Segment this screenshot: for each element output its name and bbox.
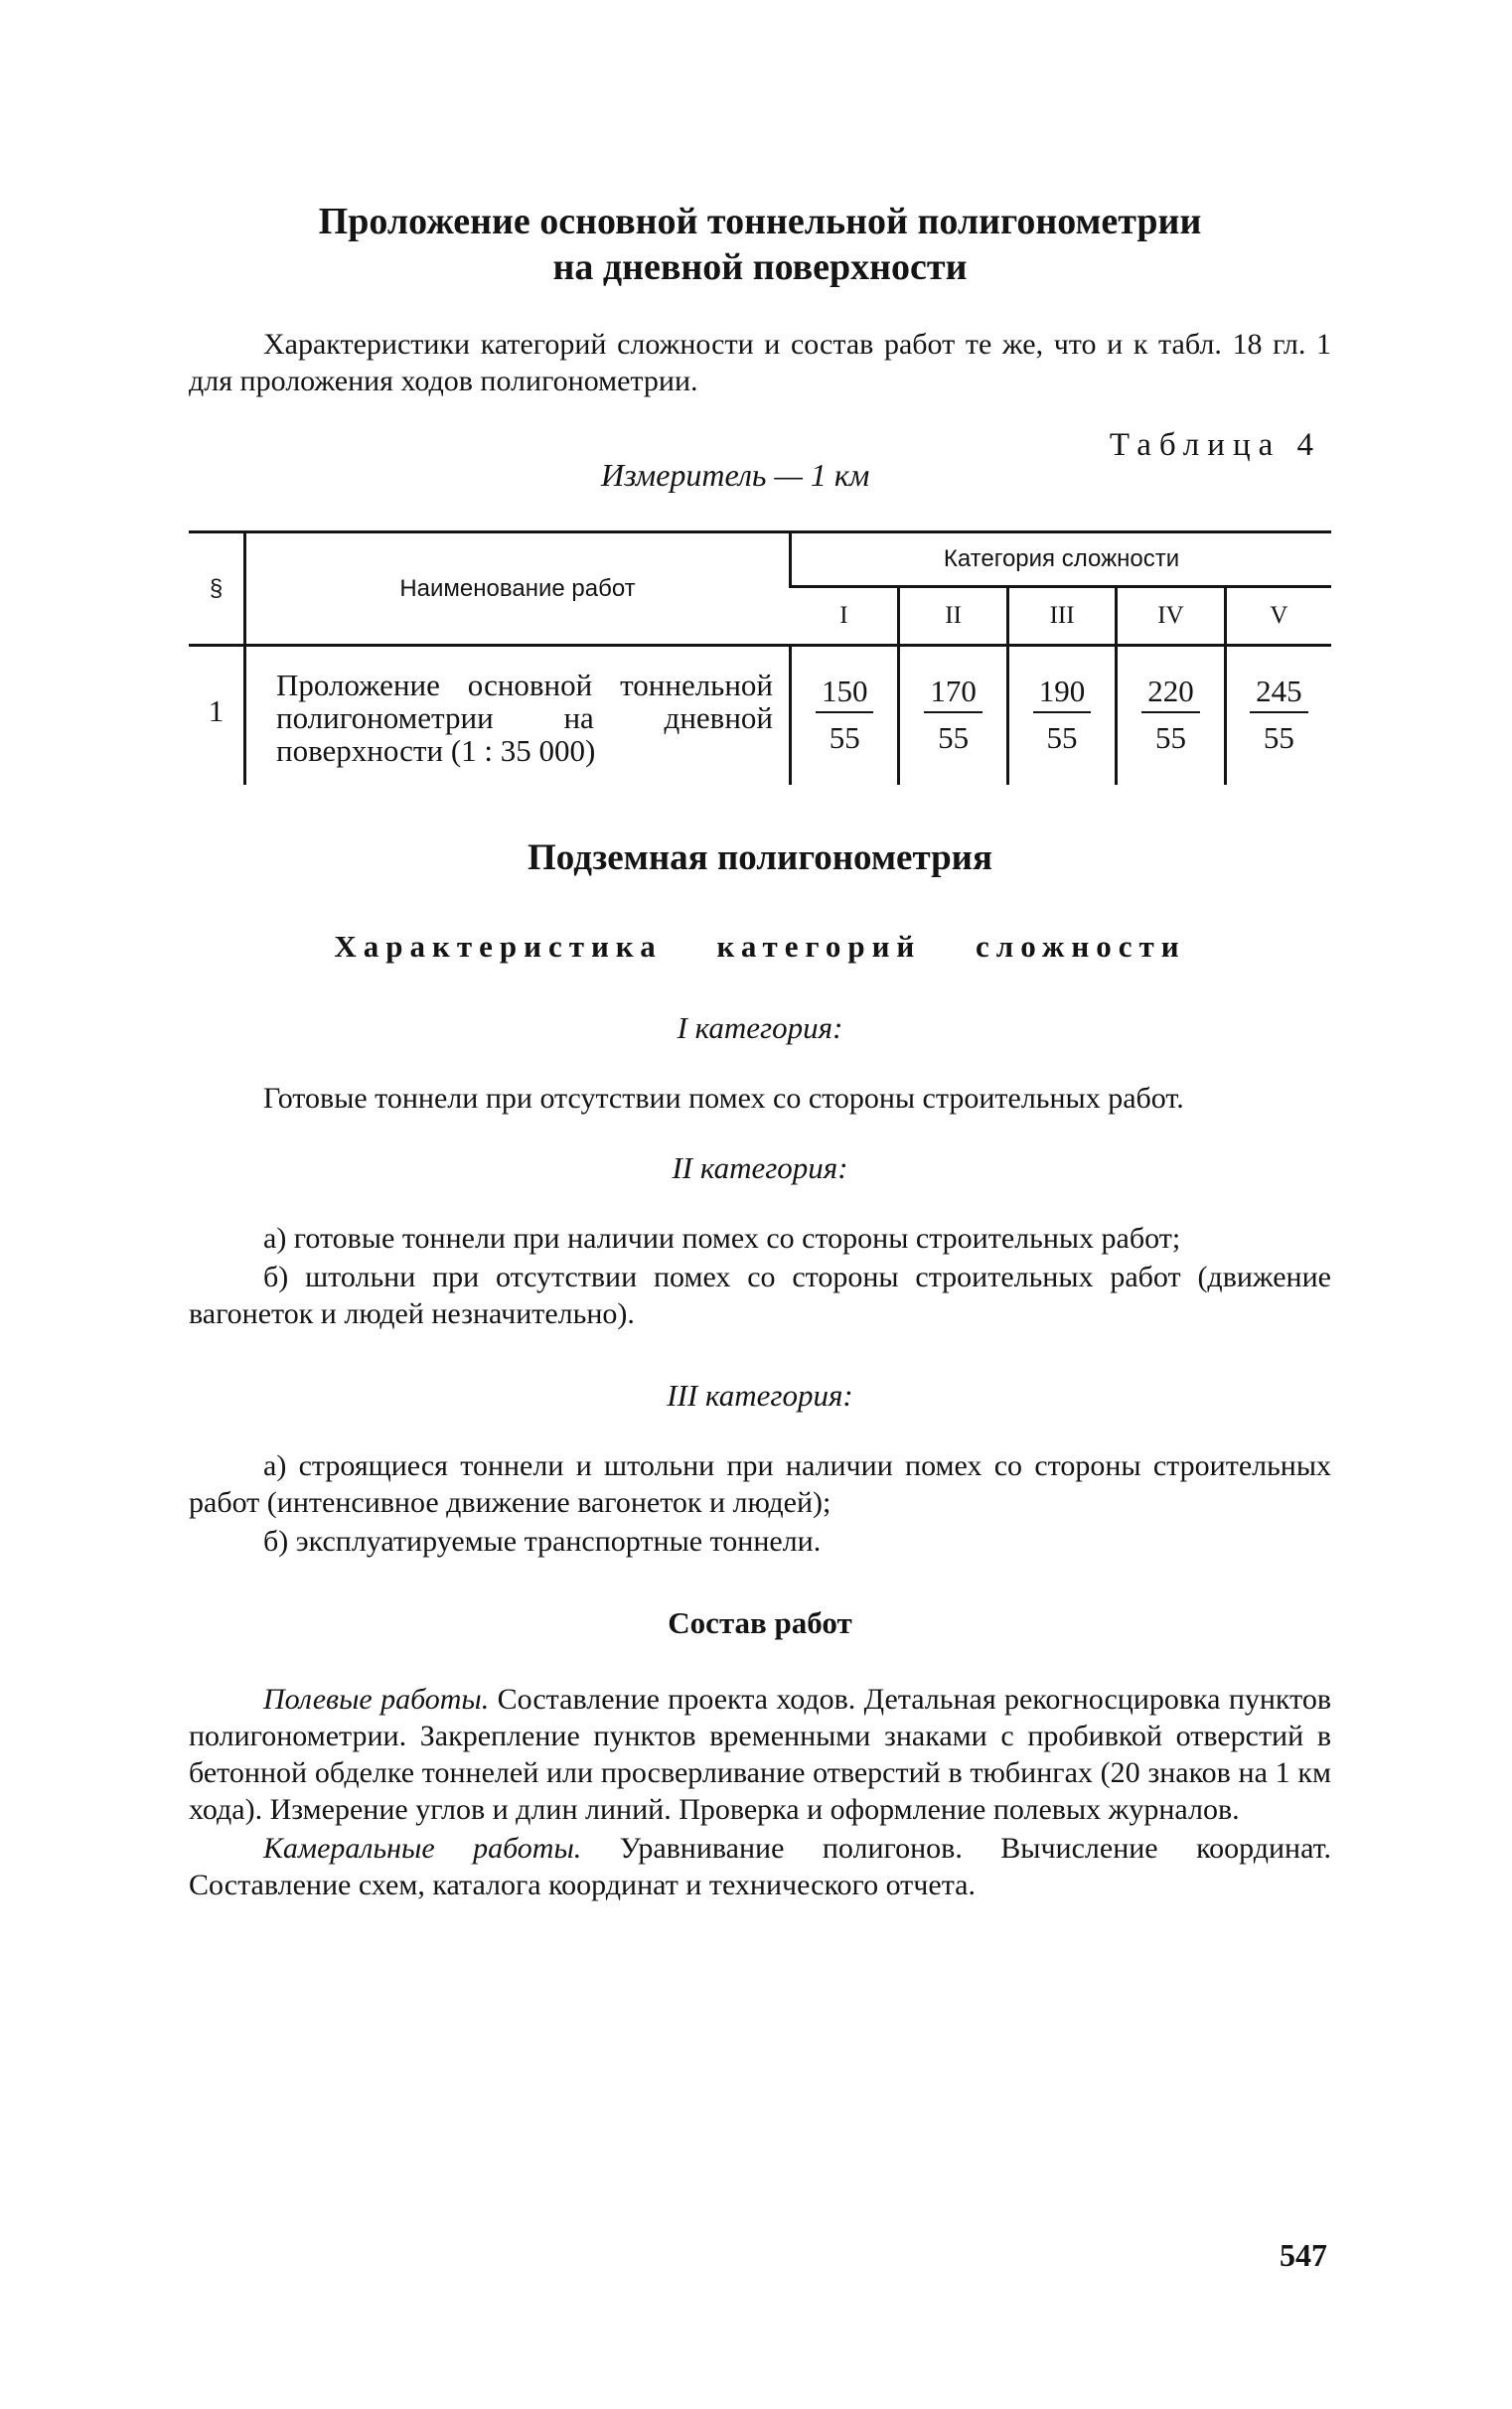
- table-row: [189, 646, 1331, 786]
- header-category-3: III: [1007, 587, 1116, 646]
- office-work-paragraph: [189, 1830, 1331, 1903]
- value-denominator: 55: [938, 720, 970, 755]
- value-numerator: 190: [1033, 675, 1092, 713]
- value-numerator: 220: [1141, 675, 1200, 713]
- value-denominator: 55: [1154, 720, 1186, 755]
- table-caption-row: [189, 427, 1331, 517]
- row-value-cat-3: [1007, 646, 1116, 786]
- title-line-1: Проложение основной тоннельной полигонометрии: [318, 201, 1202, 242]
- characteristics-heading: Характеристика категорий сложности: [334, 929, 1186, 964]
- row-work-name: Проложение основной тоннельной полигонометрии на дневной поверхности (1 : 35 000): [245, 646, 791, 786]
- value-numerator: 150: [816, 675, 874, 713]
- value-denominator: 55: [1263, 720, 1294, 755]
- header-work-name: Наименование работ: [245, 532, 791, 646]
- page-number: 547: [1280, 2237, 1327, 2273]
- office-work-text: Уравнивание полигонов. Вычисление координат. Составление схем, каталога координат и технического отчета.: [189, 1832, 1331, 1901]
- value-numerator: 245: [1250, 675, 1308, 713]
- category-1-text: Готовые тоннели при отсутствии помех со стороны строительных работ.: [263, 1082, 1184, 1115]
- row-section: 1: [208, 693, 225, 728]
- category-3-item-b: б) эксплуатируемые транспортные тоннели.: [263, 1525, 822, 1558]
- value-numerator: 170: [924, 675, 983, 713]
- header-section: §: [209, 574, 224, 602]
- value-denominator: 55: [1046, 720, 1078, 755]
- row-value-cat-5: [1225, 646, 1331, 786]
- header-category-4: IV: [1117, 587, 1225, 646]
- row-value-cat-4: [1117, 646, 1225, 786]
- category-2-item-b: б) штольни при отсутствии помех со стороны строительных работ (движение вагонеток и людей незначительно).: [189, 1261, 1331, 1330]
- category-1-heading: I категория:: [677, 1010, 843, 1045]
- title-line-2: на дневной поверхности: [552, 246, 968, 288]
- value-denominator: 55: [829, 720, 860, 755]
- category-2-item-a: а) готовые тоннели при наличии помех со стороны строительных работ;: [263, 1222, 1181, 1255]
- category-3-heading: III категория:: [667, 1378, 853, 1413]
- measure-unit: Измеритель — 1 км: [601, 457, 870, 493]
- header-category-2: II: [899, 587, 1007, 646]
- field-work-text: Составление проекта ходов. Детальная рекогносцировка пунктов полигонометрии. Закрепление пунктов временными знаками с пробивкой отверстий в бетонной обделке тоннелей или просверливание отверстий в тюбингах (20 знаков на 1 км хода). Измерение углов и длин линий. Проверка и оформление полевых журналов.: [189, 1683, 1331, 1826]
- norms-table: [189, 530, 1331, 785]
- category-2-heading: II категория:: [672, 1150, 848, 1185]
- document-page: [189, 199, 1331, 1903]
- office-work-label: Камеральные работы.: [263, 1832, 582, 1865]
- document-title: [189, 199, 1331, 290]
- row-value-cat-1: [791, 646, 899, 786]
- category-3-item-a: а) строящиеся тоннели и штольни при наличии помех со стороны строительных работ (интенсивное движение вагонеток и людей);: [189, 1449, 1331, 1519]
- work-composition-heading: Состав работ: [668, 1605, 852, 1640]
- header-categories: Категория сложности: [791, 532, 1332, 587]
- field-work-label: Полевые работы.: [263, 1683, 490, 1716]
- section-heading: Подземная полигонометрия: [527, 837, 993, 878]
- field-work-paragraph: [189, 1681, 1331, 1828]
- header-category-1: I: [791, 587, 899, 646]
- header-category-5: V: [1225, 587, 1331, 646]
- intro-paragraph: Характеристики категорий сложности и состав работ те же, что и к табл. 18 гл. 1 для проложения ходов полигонометрии.: [189, 328, 1331, 397]
- table-label: Таблица 4: [1109, 427, 1321, 463]
- row-value-cat-2: [899, 646, 1007, 786]
